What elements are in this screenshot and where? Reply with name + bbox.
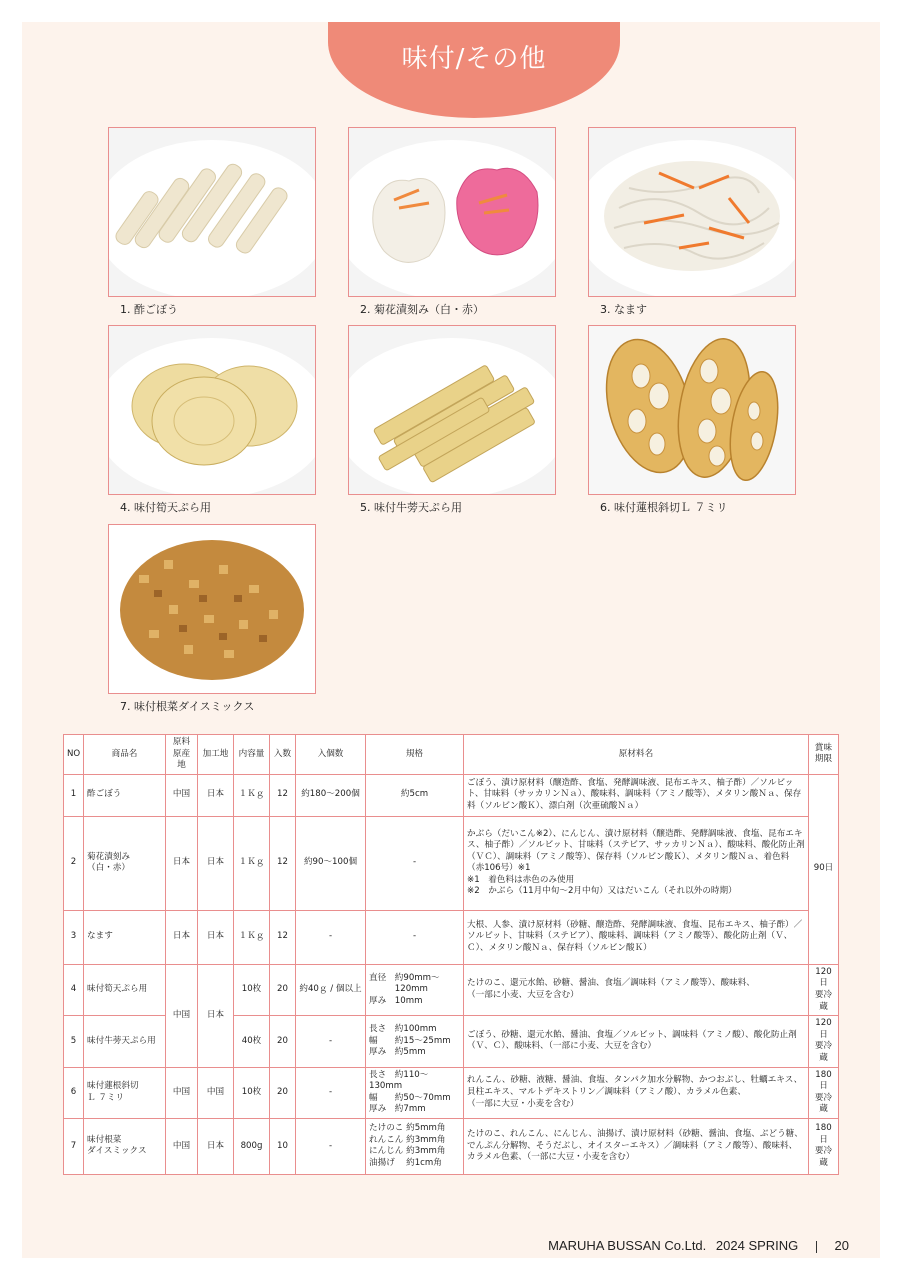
cell-name: 菊花漬刻み （白・赤）	[84, 816, 166, 910]
cell-no: 1	[64, 774, 84, 816]
page-footer	[548, 1238, 849, 1253]
header-origin: 原料 原産地	[166, 735, 198, 775]
product-photo-1	[108, 127, 316, 297]
table-row	[64, 1067, 839, 1118]
cell-no: 7	[64, 1118, 84, 1174]
cell-content: 10枚	[234, 1067, 270, 1118]
cell-name: なます	[84, 910, 166, 964]
product-caption-1: 1. 酢ごぼう	[120, 303, 178, 316]
cell-processing: 日本	[198, 910, 234, 964]
cell-origin: 中国	[166, 1067, 198, 1118]
product-caption-5: 5. 味付牛蒡天ぷら用	[360, 501, 462, 514]
cell-qty: 12	[270, 816, 296, 910]
cell-ingredients: ごぼう、漬け原材料（醸造酢、食塩、発酵調味液、昆布エキス、柚子酢）／ソルビット、甘味料（サッカリンＮａ）、酸味料、調味料（アミノ酸等）、メタリン酸Ｎａ、保存料（ソルビン酸Ｋ）、漂白剤（次亜硫酸Ｎａ）	[464, 774, 809, 816]
cell-origin: 日本	[166, 910, 198, 964]
cell-name: 味付根菜 ダイスミックス	[84, 1118, 166, 1174]
cell-qty: 20	[270, 1016, 296, 1067]
cell-spec: 長さ 約110～130mm 幅 約50～70mm 厚み 約7mm	[366, 1067, 464, 1118]
table-row	[64, 774, 839, 816]
cell-count: 約180～200個	[296, 774, 366, 816]
cell-spec: 約5cm	[366, 774, 464, 816]
cell-content: １Ｋｇ	[234, 816, 270, 910]
page-title: 味付/その他	[401, 44, 547, 74]
cell-spec: 直径 約90mm～ 120mm 厚み 10mm	[366, 964, 464, 1015]
cell-spec: 長さ 約100mm 幅 約15～25mm 厚み 約5mm	[366, 1016, 464, 1067]
cell-qty: 12	[270, 910, 296, 964]
product-spec-table	[63, 734, 839, 1175]
cell-count: 約40ｇ / 個以上	[296, 964, 366, 1015]
cell-count: 約90～100個	[296, 816, 366, 910]
product-caption-2: 2. 菊花漬刻み（白・赤）	[360, 303, 484, 316]
cell-qty: 20	[270, 964, 296, 1015]
header-spec: 規格	[366, 735, 464, 775]
header-qty: 入数	[270, 735, 296, 775]
product-photo-7	[108, 524, 316, 694]
cell-origin: 中国	[166, 774, 198, 816]
cell-name: 酢ごぼう	[84, 774, 166, 816]
cell-qty: 20	[270, 1067, 296, 1118]
product-caption-4: 4. 味付筍天ぷら用	[120, 501, 211, 514]
product-photo-6	[588, 325, 796, 495]
cell-processing: 日本	[198, 816, 234, 910]
cell-processing: 日本	[198, 964, 234, 1067]
cell-processing: 日本	[198, 1118, 234, 1174]
cell-shelf: 90日	[809, 774, 839, 964]
product-photo-4	[108, 325, 316, 495]
cell-no: 2	[64, 816, 84, 910]
cell-shelf: 180日 要冷蔵	[809, 1118, 839, 1174]
header-no: NO	[64, 735, 84, 775]
cell-content: １Ｋｇ	[234, 910, 270, 964]
cell-count: -	[296, 1016, 366, 1067]
title-banner	[328, 22, 620, 118]
cell-qty: 12	[270, 774, 296, 816]
cell-name: 味付筍天ぷら用	[84, 964, 166, 1015]
table-row	[64, 964, 839, 1015]
cell-name: 味付蓮根斜切 Ｌ ７ミリ	[84, 1067, 166, 1118]
product-photo-2	[348, 127, 556, 297]
cell-ingredients: かぶら（だいこん※2）、にんじん、漬け原材料（醸造酢、発酵調味液、食塩、昆布エキス、柚子酢）／ソルビット、甘味料（ステビア、サッカリンＮａ）、酸味料、酸化防止剤（ＶＣ）、調味料（アミノ酸等）、保存料（ソルビン酸Ｋ）、メタリン酸Ｎａ、着色料（赤106号）※1 ※1 着色料は赤色のみ使用 ※2 かぶら（11月中旬～2月中旬）又はだいこん（それ以外の時期）	[464, 816, 809, 910]
cell-spec: -	[366, 816, 464, 910]
cell-ingredients: 大根、人参、漬け原材料（砂糖、醸造酢、発酵調味液、食塩、昆布エキス、柚子酢）／ソルビット、甘味料（ステビア）、酸味料、調味料（アミノ酸等）、酸化防止剤（Ｖ、Ｃ）、メタリン酸Ｎａ、保存料（ソルビン酸Ｋ）	[464, 910, 809, 964]
cell-shelf: 180日 要冷蔵	[809, 1067, 839, 1118]
cell-no: 4	[64, 964, 84, 1015]
product-caption-6: 6. 味付蓮根斜切Ｌ ７ミリ	[600, 501, 728, 514]
cell-processing: 日本	[198, 774, 234, 816]
header-content: 内容量	[234, 735, 270, 775]
cell-shelf: 120日 要冷蔵	[809, 964, 839, 1015]
cell-content: 10枚	[234, 964, 270, 1015]
product-photo-5	[348, 325, 556, 495]
cell-origin: 日本	[166, 816, 198, 910]
page-number: 20	[834, 1238, 849, 1253]
footer-company: MARUHA BUSSAN Co.Ltd.	[548, 1238, 707, 1253]
product-photo-3	[588, 127, 796, 297]
product-caption-7: 7. 味付根菜ダイスミックス	[120, 700, 255, 713]
cell-content: 800g	[234, 1118, 270, 1174]
footer-separator	[816, 1241, 817, 1253]
footer-season: 2024 SPRING	[715, 1238, 799, 1253]
cell-content: 40枚	[234, 1016, 270, 1067]
cell-shelf: 120日 要冷蔵	[809, 1016, 839, 1067]
table-row	[64, 1118, 839, 1174]
header-shelf: 賞味 期限	[809, 735, 839, 775]
table-row	[64, 910, 839, 964]
header-count: 入個数	[296, 735, 366, 775]
header-ingredients: 原材料名	[464, 735, 809, 775]
header-name: 商品名	[84, 735, 166, 775]
cell-no: 6	[64, 1067, 84, 1118]
cell-content: １Ｋｇ	[234, 774, 270, 816]
cell-processing: 中国	[198, 1067, 234, 1118]
cell-ingredients: たけのこ、還元水飴、砂糖、醤油、食塩／調味料（アミノ酸等）、酸味料、 （一部に小麦、大豆を含む）	[464, 964, 809, 1015]
cell-ingredients: ごぼう、砂糖、還元水飴、醤油、食塩／ソルビット、調味料（アミノ酸）、酸化防止剤（Ｖ、Ｃ）、酸味料、（一部に小麦、大豆を含む）	[464, 1016, 809, 1067]
cell-no: 5	[64, 1016, 84, 1067]
cell-no: 3	[64, 910, 84, 964]
cell-name: 味付牛蒡天ぷら用	[84, 1016, 166, 1067]
cell-spec: たけのこ 約5mm角 れんこん 約3mm角 にんじん 約3mm角 油揚げ 約1cm角	[366, 1118, 464, 1174]
cell-count: -	[296, 910, 366, 964]
cell-ingredients: れんこん、砂糖、液糖、醤油、食塩、タンパク加水分解物、かつおぶし、牡蠣エキス、貝柱エキス、マルトデキストリン／調味料（アミノ酸）、カラメル色素、 （一部に大豆・小麦を含む）	[464, 1067, 809, 1118]
cell-qty: 10	[270, 1118, 296, 1174]
cell-spec: -	[366, 910, 464, 964]
header-processing: 加工地	[198, 735, 234, 775]
table-header-row	[64, 735, 839, 775]
cell-origin: 中国	[166, 964, 198, 1067]
table-row	[64, 816, 839, 910]
cell-count: -	[296, 1118, 366, 1174]
cell-count: -	[296, 1067, 366, 1118]
cell-ingredients: たけのこ、れんこん、にんじん、油揚げ、漬け原材料（砂糖、醤油、食塩、ぶどう糖、でんぷん分解物、そうだぶし、オイスターエキス）／調味料（アミノ酸等）、酸味料、カラメル色素、（一部に大豆・小麦を含む）	[464, 1118, 809, 1174]
cell-origin: 中国	[166, 1118, 198, 1174]
product-caption-3: 3. なます	[600, 303, 647, 316]
